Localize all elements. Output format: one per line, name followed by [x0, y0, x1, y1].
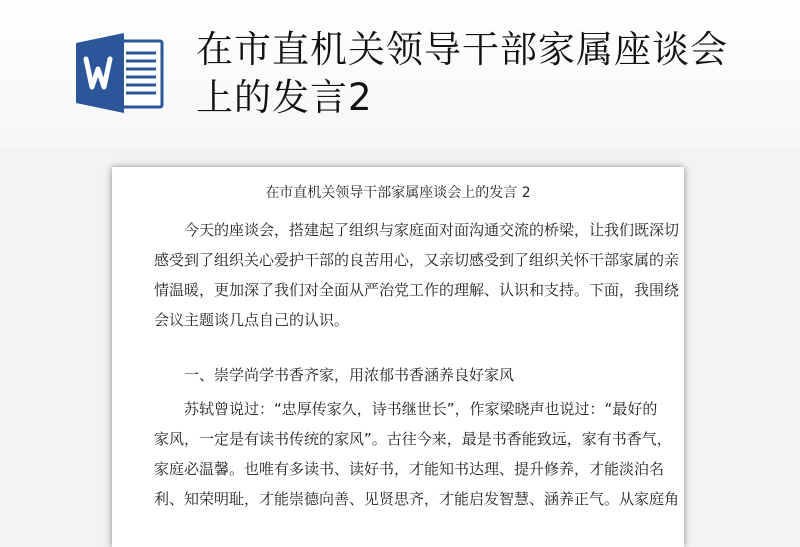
paragraph-line: 情温暖，更加深了我们对全面从严治党工作的理解、认识和支持。下面，我围绕 [154, 281, 680, 299]
header-title-line1: 在市直机关领导干部家属座谈会 [196, 28, 728, 71]
paragraph-body [154, 394, 680, 514]
document-page [112, 167, 684, 547]
section-heading-text: 一、崇学尚学书香齐家，用浓郁书香涵养良好家风 [184, 366, 515, 384]
word-document-icon [74, 33, 166, 113]
header-banner [0, 0, 800, 150]
paragraph-line: 苏轼曾说过：“忠厚传家久，诗书继世长”，作家梁晓声也说过：“最好的 [184, 400, 658, 418]
paragraph-intro [154, 215, 680, 335]
paragraph-line: 家庭必温馨。也唯有多读书、读好书，才能知书达理、提升修养，才能淡泊名 [154, 460, 665, 478]
header-title [196, 26, 776, 122]
paragraph-line: 利、知荣明耻，才能崇德向善、见贤思齐，才能启发智慧、涵养正气。从家庭角 [154, 490, 680, 508]
header-title-line2: 上的发言2 [196, 76, 373, 119]
section-heading [154, 360, 642, 390]
paragraph-line: 会议主题谈几点自己的认识。 [154, 311, 350, 329]
paragraph-line: 今天的座谈会，搭建起了组织与家庭面对面沟通交流的桥梁，让我们既深切 [184, 221, 680, 239]
document-title: 在市直机关领导干部家属座谈会上的发言 2 [265, 185, 531, 201]
paragraph-line: 感受到了组织关心爱护干部的良苦用心，又亲切感受到了组织关怀干部家属的亲 [154, 251, 680, 269]
paragraph-line: 家风，一定是有读书传统的家风”。古往今来，最是书香能致远，家有书香气， [154, 430, 672, 448]
